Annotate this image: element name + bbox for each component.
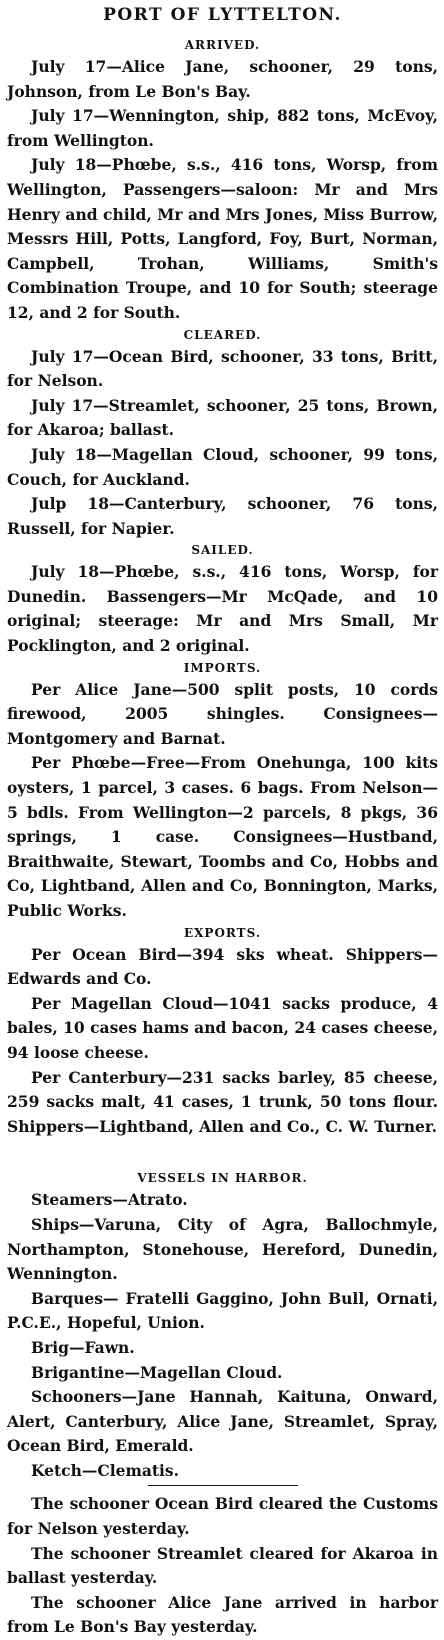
exports-entry: Per Ocean Bird—394 sks wheat. Shippers—Edwards and Co.	[7, 944, 438, 989]
cleared-entry: July 18—Magellan Cloud, schooner, 99 tons, Couch, for Auckland.	[7, 444, 438, 489]
harbor-entry: Barques— Fratelli Gaggino, John Bull, Ornati, P.C.E., Hopeful, Union.	[7, 1288, 438, 1333]
section-heading-exports: EXPORTS.	[183, 925, 262, 940]
harbor-entry: Brigantine—Magellan Cloud.	[31, 1362, 283, 1382]
harbor-entry: Brig—Fawn.	[31, 1337, 135, 1357]
harbor-entry: Steamers—Atrato.	[31, 1190, 188, 1210]
harbor-entry: Ketch—Clematis.	[31, 1460, 180, 1480]
arrived-entry: July 17—Alice Jane, schooner, 29 tons, Johnson, from Le Bon's Bay.	[7, 57, 438, 101]
section-gap	[7, 1139, 438, 1169]
harbor-entry: Schooners—Jane Hannah, Kaituna, Onward, Alert, Canterbury, Alice Jane, Streamlet, Spray, Ocean Bird, Emerald.	[7, 1387, 438, 1456]
shipping-note: The schooner Ocean Bird cleared the Customs for Nelson yesterday.	[7, 1494, 438, 1539]
shipping-note: The schooner Streamlet cleared for Akaroa in ballast yesterday.	[7, 1543, 438, 1588]
imports-entry: Per Alice Jane—500 split posts, 10 cords firewood, 2005 shingles. Consignees—Montgomery and Barnat.	[7, 679, 438, 748]
imports-entry: Per Phœbe—Free—From Onehunga, 100 kits oysters, 1 parcel, 3 cases. 6 bags. From Nelson—5 bdls. From Wellington—2 parcels, 8 pkgs, 36 springs, 1 case. Consignees—Hustband, Braithwaite, Stewart, Toombs and Co, Hobbs and Co, Lightband, Allen and Co, Bonnington, Marks, Public Works.	[7, 753, 438, 920]
exports-entry: Per Magellan Cloud—1041 sacks produce, 4 bales, 10 cases hams and bacon, 24 cases cheese, 94 loose cheese.	[7, 993, 438, 1062]
section-heading-harbor: VESSELS IN HARBOR.	[137, 1171, 308, 1186]
section-heading-imports: IMPORTS.	[183, 660, 262, 675]
section-heading-cleared: CLEARED.	[183, 327, 262, 342]
divider-rule	[148, 1485, 298, 1486]
sailed-entry: July 18—Phœbe, s.s., 416 tons, Worsp, for Dunedin. Bassengers—Mr McQade, and 10 original; steerage: Mr and Mrs Small, Mr Pocklington, and 2 original.	[7, 562, 438, 656]
section-heading-arrived: ARRIVED.	[184, 38, 261, 52]
cleared-entry: Julp 18—Canterbury, schooner, 76 tons, Russell, for Napier.	[7, 494, 438, 538]
page-title: PORT OF LYTTELTON.	[103, 5, 342, 25]
cleared-entry: July 17—Ocean Bird, schooner, 33 tons, Britt, for Nelson.	[7, 346, 438, 391]
harbor-entry: Ships—Varuna, City of Agra, Ballochmyle, Northampton, Stonehouse, Hereford, Dunedin, Wennington.	[7, 1214, 438, 1284]
section-heading-sailed: SAILED.	[191, 543, 254, 558]
arrived-entry: July 18—Phœbe, s.s., 416 tons, Worsp, from Wellington, Passengers—saloon: Mr and Mrs Henry and child, Mr and Mrs Jones, Miss Burrow, Messrs Hill, Potts, Langford, Foy, Burt, Norman, Campbell, Trohan, Williams, Smith's Combination Troupe, and 10 for South; steerage 12, and 2 for South.	[7, 155, 438, 322]
cleared-entry: July 17—Streamlet, schooner, 25 tons, Brown, for Akaroa; ballast.	[7, 395, 438, 440]
exports-entry: Per Canterbury—231 sacks barley, 85 cheese, 259 sacks malt, 41 cases, 1 trunk, 50 tons flour. Shippers—Lightband, Allen and Co., C. W. Turner.	[7, 1067, 438, 1136]
shipping-note: The schooner Alice Jane arrived in harbor from Le Bon's Bay yesterday.	[7, 1592, 438, 1637]
arrived-entry: July 17—Wennington, ship, 882 tons, McEvoy, from Wellington.	[7, 106, 438, 150]
